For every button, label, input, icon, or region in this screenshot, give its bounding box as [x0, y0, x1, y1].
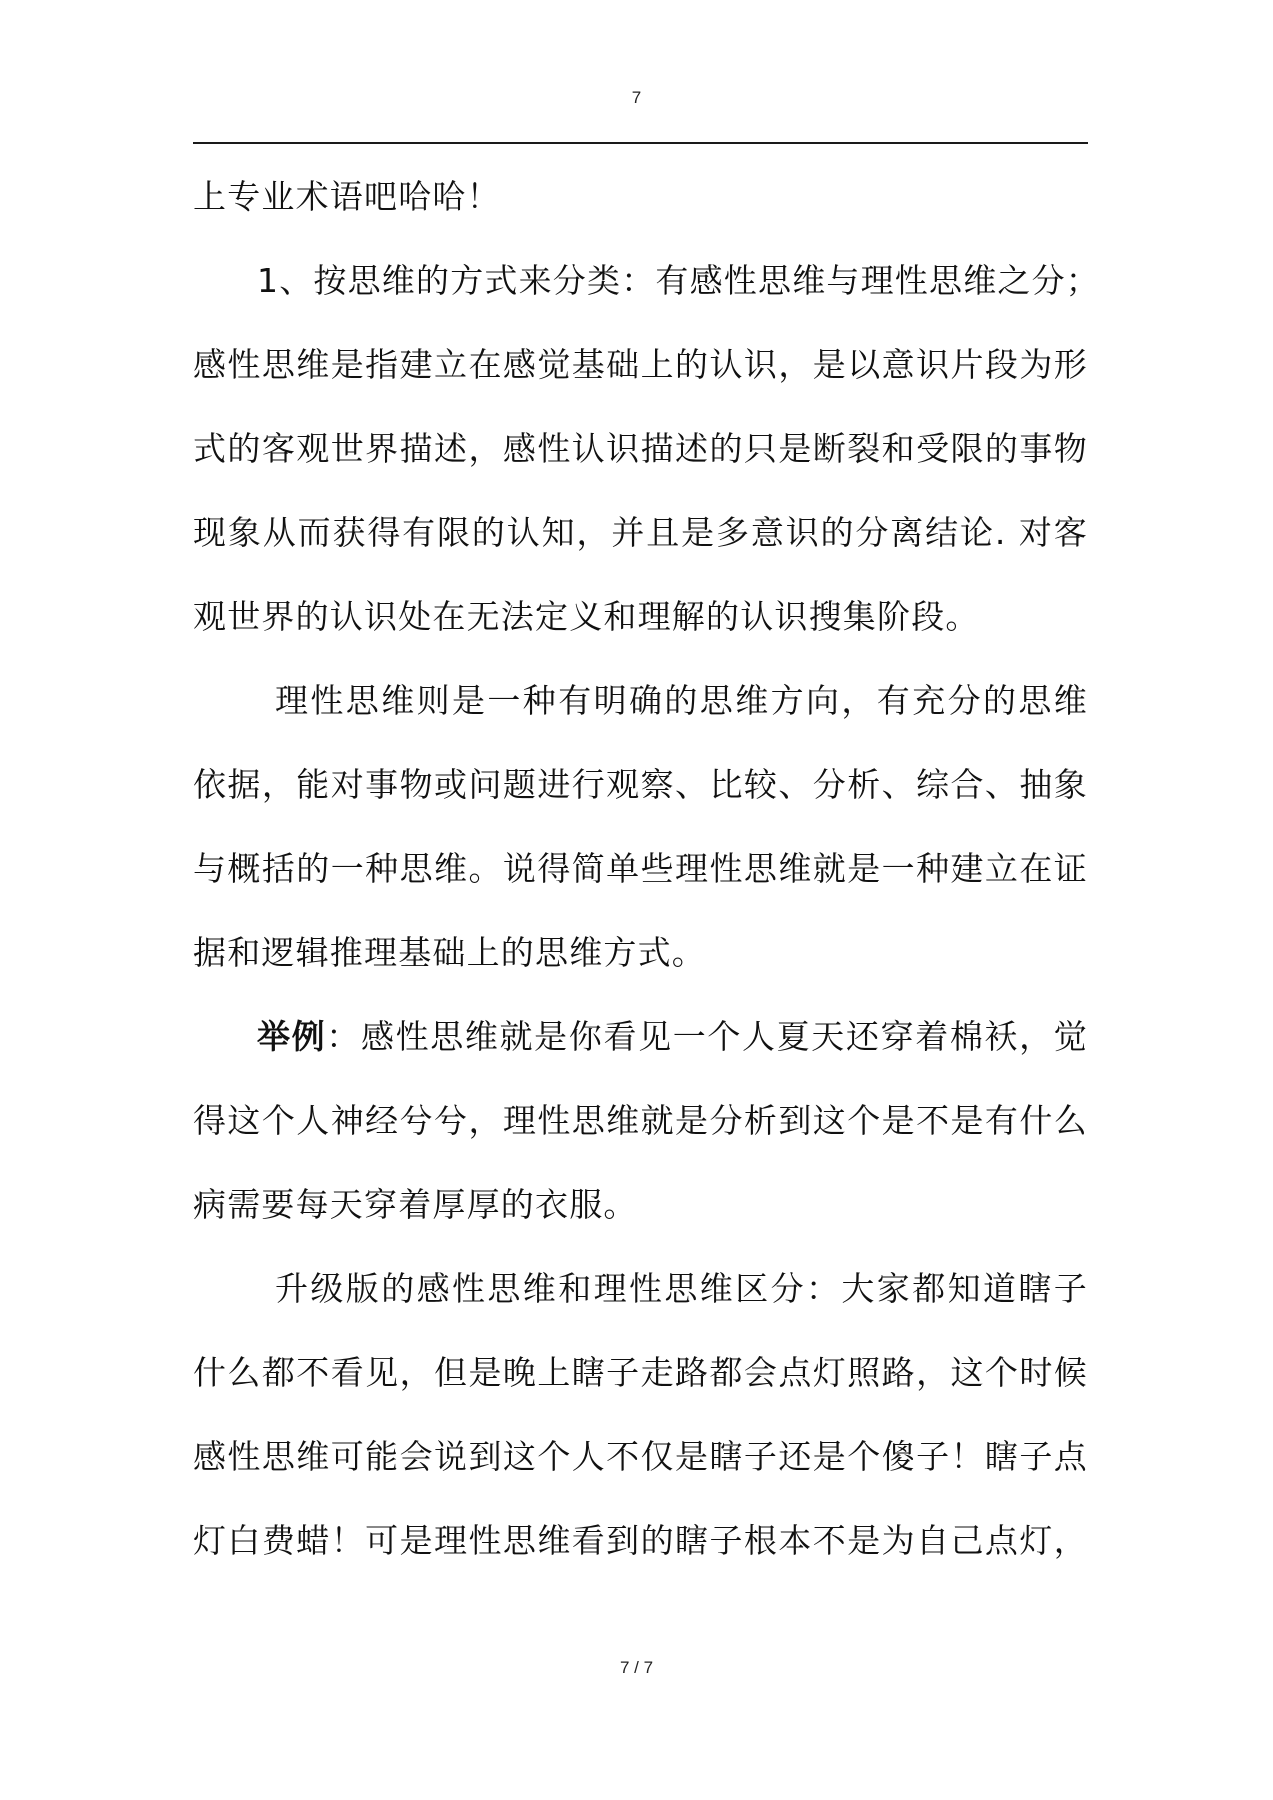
paragraph-line: 1、按思维的方式来分类：有感性思维与理性思维之分； [257, 261, 1100, 300]
paragraph-line: 感性思维是指建立在感觉基础上的认识，是以意识片段为形 [193, 345, 1088, 384]
paragraph-line: 什么都不看见，但是晚上瞎子走路都会点灯照路，这个时候 [193, 1353, 1088, 1392]
header-divider [193, 142, 1088, 144]
paragraph-line: 理性思维则是一种有明确的思维方向，有充分的思维 [275, 681, 1088, 720]
document-body [193, 176, 1100, 1604]
paragraph-line: 据和逻辑推理基础上的思维方式。 [193, 933, 706, 972]
page-footer-indicator: 7 / 7 [619, 1658, 654, 1677]
paragraph-line: 得这个人神经兮兮，理性思维就是分析到这个是不是有什么 [193, 1101, 1088, 1140]
paragraph-line [193, 1016, 1088, 1057]
paragraph-line: 上专业术语吧哈哈！ [193, 177, 501, 216]
paragraph-line: 观世界的认识处在无法定义和理解的认识搜集阶段。 [193, 597, 980, 636]
paragraph-line: 感性思维可能会说到这个人不仅是瞎子还是个傻子！瞎子点 [193, 1437, 1088, 1476]
paragraph-line: 与概括的一种思维。说得简单些理性思维就是一种建立在证 [193, 849, 1088, 888]
paragraph-line: 依据，能对事物或问题进行观察、比较、分析、综合、抽象 [193, 765, 1088, 804]
page-header-number: 7 [631, 88, 642, 107]
paragraph-line: 现象从而获得有限的认知，并且是多意识的分离结论. 对客 [193, 513, 1088, 552]
paragraph-line: 升级版的感性思维和理性思维区分：大家都知道瞎子 [275, 1269, 1088, 1308]
paragraph-line: 式的客观世界描述，感性认识描述的只是断裂和受限的事物 [193, 429, 1088, 468]
example-label: 举例 [257, 1017, 327, 1056]
paragraph-line: 病需要每天穿着厚厚的衣服。 [193, 1185, 638, 1224]
example-text: ：感性思维就是你看见一个人夏天还穿着棉袄，觉 [326, 1017, 1088, 1056]
paragraph-line: 灯白费蜡！可是理性思维看到的瞎子根本不是为自己点灯， [193, 1521, 1088, 1560]
